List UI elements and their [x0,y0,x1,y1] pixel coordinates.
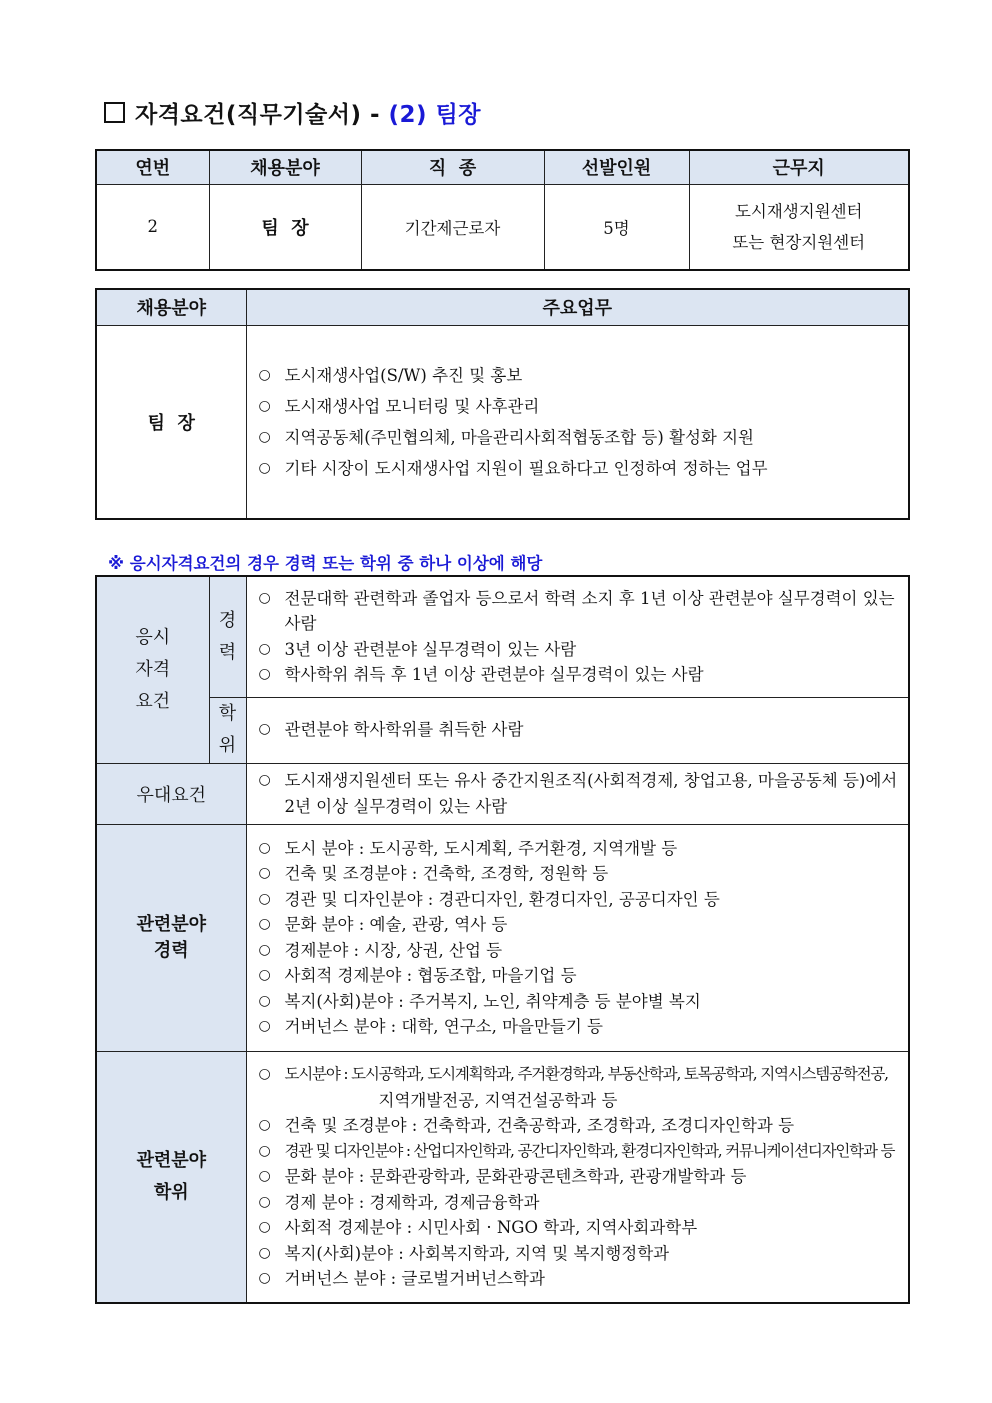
title-main: 자격요건(직무기술서) - [135,102,389,128]
header-count: 선발인원 [544,150,689,184]
career-item: ○ 전문대학 관련학과 졸업자 등으로서 학력 소지 후 1년 이상 관련분야 실무경력이 있는 사람 [259,586,901,637]
location-line1: 도시재생지원센터 [734,201,863,221]
degree-label-char: 위 [218,735,237,756]
degree-field-item-continued: 지역개발전공, 지역건설공학과 등 [378,1090,618,1110]
preference-label: 우대요건 [96,763,246,824]
duty-item: ○ 지역공동체(주민협의체, 마을관리사회적협동조합 등) 활성화 지원 [259,422,901,453]
checkbox-square-icon [104,102,125,123]
career-field-item: ○ 거버넌스 분야 : 대학, 연구소, 마을만들기 등 [259,1014,901,1040]
career-field-item: ○ 사회적 경제분야 : 협동조합, 마을기업 등 [259,963,901,989]
header-no: 연번 [96,150,209,184]
preference-list-cell [246,763,909,824]
page-title [104,96,481,129]
degree-list-cell [246,697,909,763]
career-field-label [96,824,246,1051]
header-field: 채용분야 [209,150,361,184]
degree-list [247,717,909,743]
degree-field-item: ○ 거버넌스 분야 : 글로벌거버넌스학과 [259,1266,901,1292]
degree-field-item: ○ 도시분야 : 도시공학과, 도시계획학과, 주거환경학과, 부동산학과, 토목공학과, 지역시스템공학전공, [259,1062,901,1088]
career-field-item: ○ 경관 및 디자인분야 : 경관디자인, 환경디자인, 공공디자인 등 [259,887,901,913]
degree-field-item: ○ 복지(사회)분야 : 사회복지학과, 지역 및 복지행정학과 [259,1241,901,1267]
location-line2: 또는 현장지원센터 [732,232,866,252]
row-field: 팀 장 [209,184,361,270]
degree-label-char: 학 [218,703,237,724]
career-field-label-line: 경력 [153,939,189,961]
duty-table [95,288,910,520]
career-label-char: 력 [218,641,237,663]
duty-field: 팀 장 [96,325,246,519]
career-field-item: ○ 도시 분야 : 도시공학, 도시계획, 주거환경, 지역개발 등 [259,836,901,862]
header-type: 직 종 [361,150,544,184]
qualification-label-line: 자격 [135,658,171,680]
duty-item: ○ 기타 시장이 도시재생사업 지원이 필요하다고 인정하여 정하는 업무 [259,453,901,484]
position-table [95,149,910,271]
career-field-item: ○ 건축 및 조경분야 : 건축학, 조경학, 정원학 등 [259,861,901,887]
preference-item: ○ 도시재생지원센터 또는 유사 중간지원조직(사회적경제, 창업고용, 마을공동체 등)에서 2년 이상 실무경력이 있는 사람 [259,768,901,819]
degree-field-label-line: 학위 [153,1181,189,1203]
duty-list-cell [246,325,909,519]
duty-header-duties: 주요업무 [246,289,909,325]
qualification-label-line: 응시 [135,626,171,648]
duty-item: ○ 도시재생사업(S/W) 추진 및 홍보 [259,360,901,391]
career-list-cell [246,576,909,697]
career-field-item: ○ 경제분야 : 시장, 상권, 산업 등 [259,938,901,964]
qualification-label [96,576,209,763]
header-location: 근무지 [689,150,909,184]
duty-item: ○ 도시재생사업 모니터링 및 사후관리 [259,391,901,422]
career-item: ○ 3년 이상 관련분야 실무경력이 있는 사람 [259,637,901,663]
degree-field-label [96,1051,246,1303]
career-list [247,586,909,688]
degree-field-label-line: 관련분야 [136,1149,207,1171]
qualification-table [95,575,910,1304]
career-field-list [247,836,909,1040]
career-item: ○ 학사학위 취득 후 1년 이상 관련분야 실무경력이 있는 사람 [259,662,901,688]
career-field-list-cell [246,824,909,1051]
duty-header-field: 채용분야 [96,289,246,325]
duty-list [247,360,909,484]
career-label [209,576,246,697]
row-count: 5명 [544,184,689,270]
degree-field-list-cell [246,1051,909,1303]
degree-field-item: ○ 사회적 경제분야 : 시민사회 · NGO 학과, 지역사회과학부 [259,1215,901,1241]
title-highlight: (2) 팀장 [388,102,482,128]
row-no: 2 [96,184,209,270]
degree-field-list [247,1062,909,1292]
row-type: 기간제근로자 [361,184,544,270]
degree-field-item: ○ 경제 분야 : 경제학과, 경제금융학과 [259,1190,901,1216]
qualification-note: ※ 응시자격요건의 경우 경력 또는 학위 중 하나 이상에 해당 [108,554,543,573]
qualification-label-line: 요건 [135,690,171,712]
preference-list [247,768,909,819]
career-field-item: ○ 복지(사회)분야 : 주거복지, 노인, 취약계층 등 분야별 복지 [259,989,901,1015]
career-field-item: ○ 문화 분야 : 예술, 관광, 역사 등 [259,912,901,938]
degree-field-item: ○ 경관 및 디자인분야 : 산업디자인학과, 공간디자인학과, 환경디자인학과, 커뮤니케이션디자인학과 등 [259,1139,901,1165]
row-location [689,184,909,270]
career-label-char: 경 [218,609,237,631]
degree-item: ○ 관련분야 학사학위를 취득한 사람 [259,717,901,743]
degree-field-item: ○ 문화 분야 : 문화관광학과, 문화관광콘텐츠학과, 관광개발학과 등 [259,1164,901,1190]
career-field-label-line: 관련분야 [136,913,207,935]
degree-field-item: ○ 건축 및 조경분야 : 건축학과, 건축공학과, 조경학과, 조경디자인학과 등 [259,1113,901,1139]
degree-label [209,697,246,763]
